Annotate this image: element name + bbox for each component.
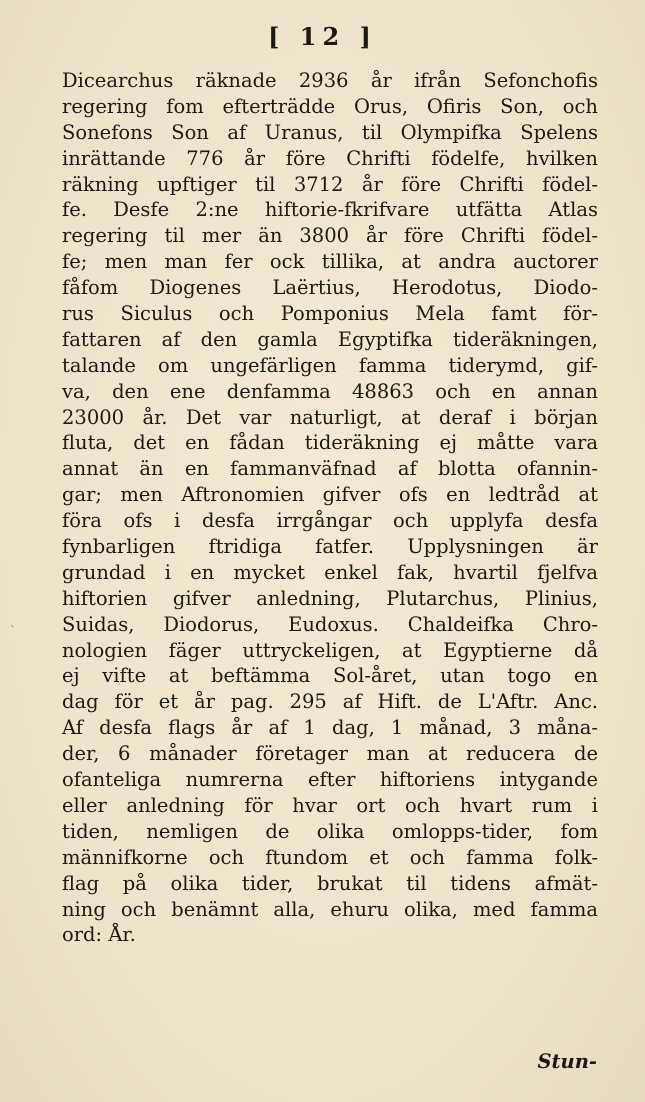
text-line: regering til mer än 3800 år före Chrifti födel-	[62, 224, 598, 248]
text-line: fattaren af den gamla Egyptifka tideräkningen,	[62, 327, 598, 351]
text-line: nologien fäger uttryckeligen, at Egyptierne då	[62, 638, 598, 662]
text-line: fluta, det en fådan tideräkning ej måtte vara	[62, 431, 598, 455]
text-line: ofanteliga numrerna efter hiftoriens intygande	[62, 768, 598, 792]
text-line: regering fom efterträdde Orus, Ofiris Son, och	[62, 94, 598, 118]
text-line: fåfom Diogenes Laërtius, Herodotus, Diodo-	[62, 276, 598, 300]
text-line: inrättande 776 år före Chrifti födelfe, hvilken	[62, 146, 598, 170]
text-line: eller anledning för hvar ort och hvart rum i	[62, 793, 598, 817]
text-line: fynbarligen ftridiga fatfer. Upplysningen är	[62, 535, 598, 559]
text-line: fe. Desfe 2:ne hiftorie-fkrifvare utfätta Atlas	[62, 198, 598, 222]
catchword: Stun-	[537, 1050, 597, 1073]
text-line: dag för et år pag. 295 af Hift. de L'Aftr. Anc.	[62, 690, 598, 714]
text-line: männifkorne och ftundom et och famma folk-	[62, 845, 598, 869]
text-line: fe; men man fer ock tillika, at andra auctorer	[62, 250, 598, 274]
text-line: Sonefons Son af Uranus, til Olympifka Spelens	[62, 120, 598, 144]
text-line: talande om ungefärligen famma tiderymd, gif-	[62, 353, 598, 377]
text-line: flag på olika tider, brukat til tidens afmät-	[62, 871, 598, 895]
text-line: tiden, nemligen de olika omlopps-tider, fom	[62, 819, 598, 843]
text-line: der, 6 månader företager man at reducera de	[62, 742, 598, 766]
text-line: rus Siculus och Pomponius Mela famt för-	[62, 302, 598, 326]
text-line: Dicearchus räknade 2936 år ifrån Sefonchofis	[62, 69, 598, 92]
text-line: grundad i en mycket enkel fak, hvartil fjelfva	[62, 560, 598, 584]
text-line: ning och benämnt alla, ehuru olika, med famma	[62, 897, 598, 921]
text-line: va, den ene denfamma 48863 och en annan	[62, 379, 598, 403]
text-line: Suidas, Diodorus, Eudoxus. Chaldeifka Chro-	[62, 612, 598, 636]
text-line: annat än en fammanväfnad af blotta ofannin-	[62, 457, 598, 481]
body-text	[62, 68, 598, 948]
text-line: räkning upftiger til 3712 år före Chrifti födel-	[62, 172, 598, 196]
text-line: gar; men Aftronomien gifver ofs en ledtråd at	[62, 483, 598, 507]
text-line: ej vifte at beftämma Sol-året, utan togo en	[62, 664, 598, 688]
text-line: ord: År.	[62, 923, 136, 947]
text-line: 23000 år. Det var naturligt, at deraf i början	[62, 405, 598, 429]
text-line: hiftorien gifver anledning, Plutarchus, Plinius,	[62, 586, 598, 610]
margin-mark: ˋ	[10, 624, 16, 638]
text-line: föra ofs i desfa irrgångar och upplyfa desfa	[62, 509, 598, 533]
page-number: [ 12 ]	[268, 22, 377, 51]
text-line: Af desfa flags år af 1 dag, 1 månad, 3 måna-	[62, 716, 598, 740]
